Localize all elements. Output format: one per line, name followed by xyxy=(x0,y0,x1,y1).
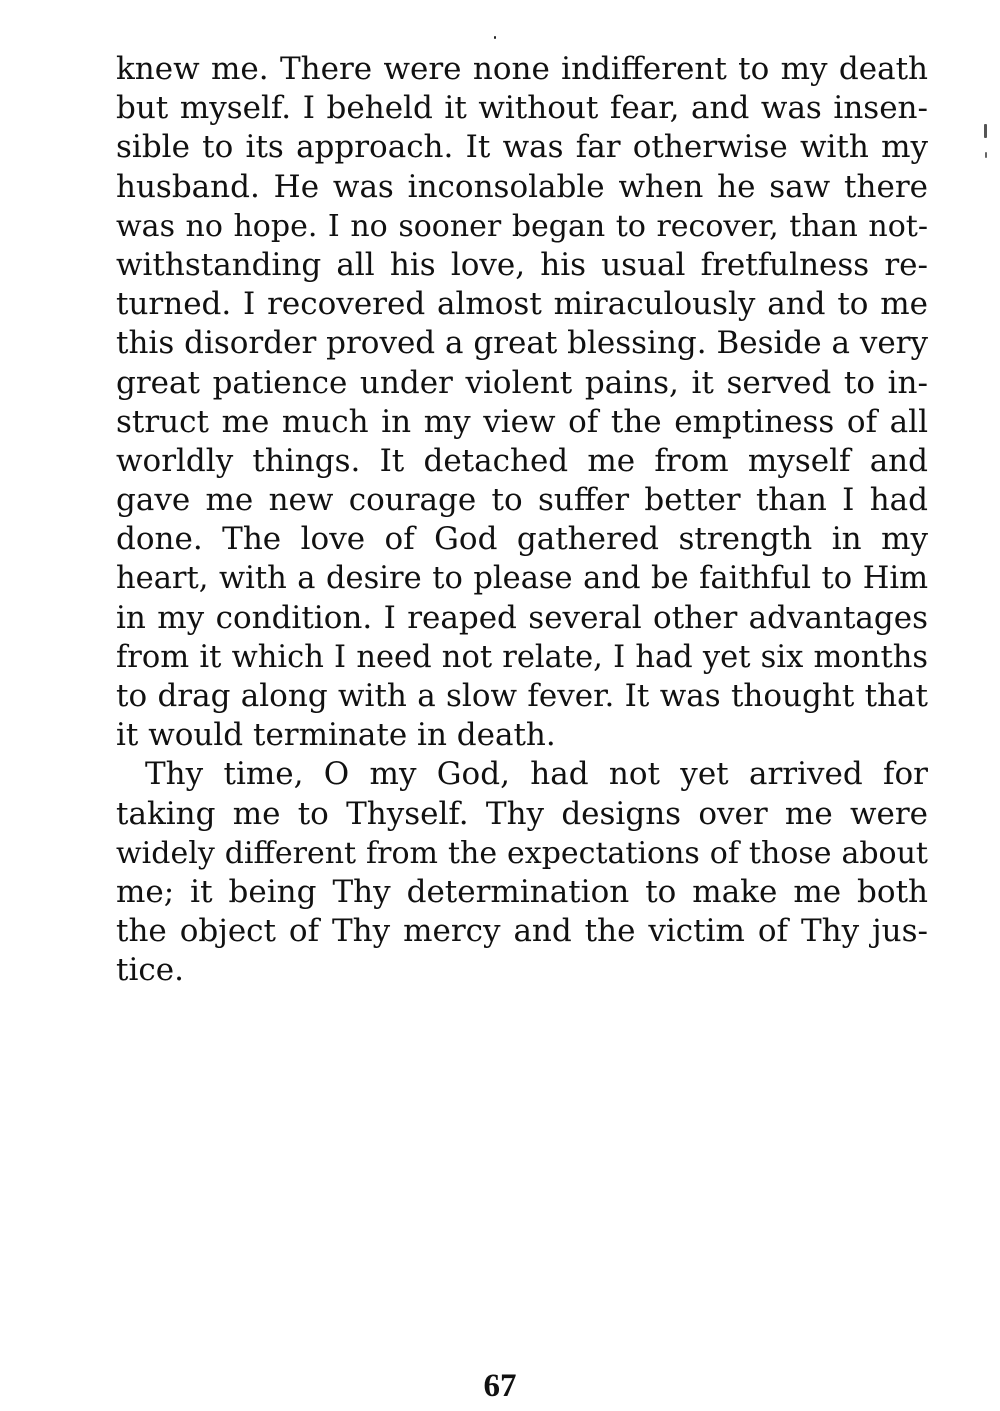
text-line: the object of Thy mercy and the victim of Thy jus- xyxy=(116,913,928,950)
scan-speck xyxy=(494,36,496,39)
text-line: in my condition. I reaped several other advantages xyxy=(116,599,928,636)
text-line: gave me new courage to suffer better than I had xyxy=(116,482,928,519)
text-line: this disorder proved a great blessing. Beside a very xyxy=(116,325,929,362)
text-line: taking me to Thyself. Thy designs over me were xyxy=(116,795,928,832)
page-number: 67 xyxy=(483,1368,517,1404)
text-line: done. The love of God gathered strength in my xyxy=(116,521,928,558)
text-line: was no hope. I no sooner began to recover, than not- xyxy=(116,208,928,244)
text-line: worldly things. It detached me from myself and xyxy=(116,442,928,479)
body-text xyxy=(116,50,928,991)
text-line: from it which I need not relate, I had yet six months xyxy=(116,639,928,675)
text-line: Thy time, O my God, had not yet arrived for xyxy=(145,756,928,793)
text-line: knew me. There were none indifferent to my death xyxy=(116,51,928,87)
scan-speck xyxy=(985,152,987,158)
text-line: struct me much in my view of the emptiness of all xyxy=(116,403,928,440)
text-line: tice. xyxy=(116,952,184,989)
text-line: husband. He was inconsolable when he saw there xyxy=(116,168,928,205)
scan-speck xyxy=(984,124,987,138)
text-line: turned. I recovered almost miraculously and to me xyxy=(116,286,928,323)
text-line: heart, with a desire to please and be faithful to Him xyxy=(116,561,928,597)
text-line: great patience under violent pains, it served to in- xyxy=(116,364,928,401)
paragraph-1 xyxy=(116,50,928,755)
text-line: it would terminate in death. xyxy=(116,717,556,754)
text-line: widely different from the expectations of those about xyxy=(116,835,928,871)
text-line: sible to its approach. It was far otherwise with my xyxy=(116,129,928,166)
text-line: withstanding all his love, his usual fretfulness re- xyxy=(116,246,928,283)
paragraph-2 xyxy=(116,755,928,990)
text-line: to drag along with a slow fever. It was thought that xyxy=(116,678,928,714)
text-line: me; it being Thy determination to make me both xyxy=(116,873,928,910)
text-line: but myself. I beheld it without fear, and was insen- xyxy=(116,90,928,127)
